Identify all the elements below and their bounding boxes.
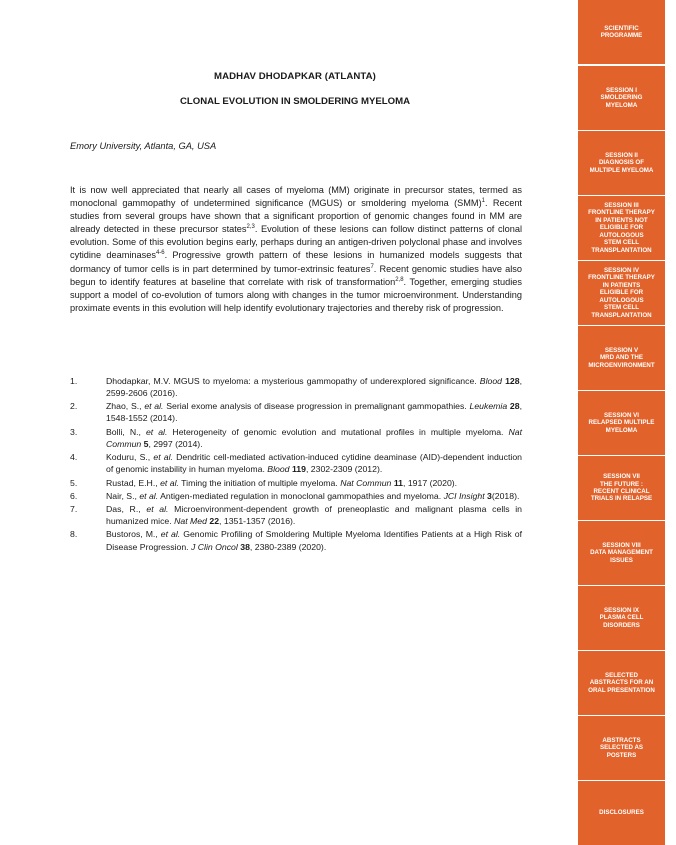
abstract-text: . Evolution of these lesions can follow distinct patterns of clonal evolution. Some of this evolution begins early, perhaps during an antigen-driven polyclonal phase and involves cytidine deaminases bbox=[70, 224, 522, 261]
reference-number: 3. bbox=[70, 426, 78, 437]
reference-segment: , 1351-1357 (2016). bbox=[219, 516, 296, 527]
reference-segment: Bolli, N., bbox=[106, 426, 146, 437]
journal-name: et al. bbox=[160, 529, 181, 540]
journal-name: Blood bbox=[267, 464, 290, 475]
volume-number: 22 bbox=[209, 516, 220, 527]
reference-number: 7. bbox=[70, 504, 78, 515]
reference-segment: Rustad, E.H., bbox=[106, 477, 161, 488]
nav-tab-session-v[interactable]: SESSION V MRD AND THE MICROENVIRONMENT bbox=[578, 326, 665, 390]
affiliation: Emory University, Atlanta, GA, USA bbox=[70, 141, 217, 151]
abstract-paragraph bbox=[70, 184, 522, 315]
reference-item bbox=[70, 503, 522, 527]
journal-name: et al. bbox=[146, 504, 169, 515]
abstract-text: It is now well appreciated that nearly all cases of myeloma (MM) originate in precursor states, termed as monoclonal gammopathy of undetermined significance (MGUS) or smoldering myeloma (SMM) bbox=[70, 185, 522, 209]
citation-superscript: 2,3 bbox=[246, 224, 255, 231]
reference-text bbox=[106, 477, 522, 489]
journal-name: et al. bbox=[153, 452, 173, 463]
sidebar-navigation bbox=[578, 0, 665, 836]
article-title: CLONAL EVOLUTION IN SMOLDERING MYELOMA bbox=[179, 96, 411, 107]
reference-segment: , 1548-1552 (2014). bbox=[106, 401, 522, 424]
nav-tab-session-ii[interactable]: SESSION II DIAGNOSIS OF MULTIPLE MYELOMA bbox=[578, 131, 665, 195]
journal-name: Nat Commun bbox=[340, 477, 392, 488]
journal-name: Blood bbox=[479, 376, 503, 386]
reference-item bbox=[70, 400, 522, 424]
abstract-text: . Recent genomic studies have also begun to identify features at baseline that correlate with risk of transformation bbox=[70, 263, 522, 287]
volume-number: 38 bbox=[240, 541, 250, 552]
reference-segment: Genomic Profiling of Smoldering Multiple Myeloma Identifies Patients at a High Risk of Disease Progression. bbox=[106, 529, 523, 552]
nav-tab-session-vii[interactable]: SESSION VII THE FUTURE : RECENT CLINICAL TRIALS IN RELAPSE bbox=[578, 456, 665, 520]
reference-segment: Koduru, S., bbox=[106, 452, 154, 463]
nav-tab-session-vi[interactable]: SESSION VI RELAPSED MULTIPLE MYELOMA bbox=[578, 391, 665, 455]
reference-text bbox=[106, 490, 522, 502]
reference-number: 1. bbox=[70, 376, 78, 386]
reference-item bbox=[70, 375, 522, 399]
journal-name: Leukemia bbox=[469, 401, 508, 412]
reference-segment: , 2380-2389 (2020). bbox=[249, 541, 327, 552]
nav-tab-session-ix[interactable]: SESSION IX PLASMA CELL DISORDERS bbox=[578, 586, 665, 650]
reference-number: 2. bbox=[70, 401, 78, 412]
nav-tab-disclosures[interactable]: DISCLOSURES bbox=[578, 781, 665, 845]
volume-number: 3 bbox=[487, 490, 492, 501]
reference-number: 4. bbox=[70, 452, 78, 463]
journal-name: Nat Med bbox=[174, 516, 207, 527]
volume-number: 5 bbox=[143, 438, 149, 449]
reference-segment: Zhao, S., bbox=[106, 401, 145, 412]
reference-segment: (2018). bbox=[491, 490, 520, 501]
reference-segment: Serial exome analysis of disease progression in premalignant gammopathies. bbox=[163, 401, 470, 412]
journal-name: et al. bbox=[145, 426, 168, 437]
references-list bbox=[70, 375, 522, 554]
journal-name: et al. bbox=[160, 477, 179, 488]
reference-segment: Das, R., bbox=[106, 504, 147, 515]
reference-text bbox=[106, 400, 522, 424]
reference-number: 6. bbox=[70, 490, 78, 501]
nav-tab-abstracts-posters[interactable]: ABSTRACTS SELECTED AS POSTERS bbox=[578, 716, 665, 780]
citation-superscript: 4-6 bbox=[155, 250, 165, 257]
reference-item bbox=[70, 490, 522, 502]
citation-superscript: 2,8 bbox=[395, 276, 404, 283]
citation-superscript: 7 bbox=[370, 263, 374, 270]
journal-name: Nat Commun bbox=[106, 426, 522, 449]
nav-tab-session-iii[interactable]: SESSION III FRONTLINE THERAPY IN PATIENTS NOT ELIGIBLE FOR AUTOLOGOUS STEM CELL TRANSPLANTATION bbox=[578, 196, 665, 260]
reference-segment: Antigen-mediated regulation in monoclonal gammopathies and myeloma. bbox=[158, 490, 444, 501]
reference-segment: Bustoros, M., bbox=[106, 529, 161, 540]
reference-item bbox=[70, 451, 522, 475]
reference-segment: Heterogeneity of genomic evolution and mutational profiles in multiple myeloma. bbox=[167, 426, 509, 437]
nav-tab-session-i[interactable]: SESSION I SMOLDERING MYELOMA bbox=[578, 66, 665, 130]
nav-tab-selected-abstracts-oral[interactable]: SELECTED ABSTRACTS FOR AN ORAL PRESENTATION bbox=[578, 651, 665, 715]
reference-number: 5. bbox=[70, 477, 78, 488]
volume-number: 128 bbox=[505, 376, 520, 386]
journal-name: et al. bbox=[144, 401, 164, 412]
reference-segment: , 2599-2606 (2016). bbox=[106, 376, 522, 399]
volume-number: 119 bbox=[291, 464, 306, 475]
reference-segment: , 2997 (2014). bbox=[148, 438, 203, 449]
reference-number: 8. bbox=[70, 529, 78, 540]
abstract-text: . Recent studies from several groups have shown that a significant proportion of genomic changes found in MM are already detected in these precursor states bbox=[70, 198, 522, 235]
abstract-text: . Together, emerging studies support a model of co-evolution of tumors along with changes in the tumor microenvironment. Understanding proximate events in this evolution will help identify evolutionary trajectories and thereby risk of progression. bbox=[70, 276, 522, 313]
volume-number: 11 bbox=[393, 477, 403, 488]
reference-text bbox=[106, 451, 522, 475]
journal-name: et al. bbox=[139, 490, 159, 501]
reference-segment: , 2302-2309 (2012). bbox=[305, 464, 383, 475]
reference-item bbox=[70, 426, 522, 450]
reference-segment: Dendritic cell-mediated activation-induced cytidine deaminase (AID)-dependent induction of genomic instability in human myeloma. bbox=[106, 452, 522, 475]
reference-text bbox=[106, 528, 522, 552]
reference-segment: Nair, S., bbox=[106, 490, 140, 501]
abstract-text: . Progressive growth pattern of these lesions in humanized models suggests that dormancy of tumor cells is in part determined by tumor-extrinsic features bbox=[70, 250, 522, 274]
reference-segment: Dhodapkar, M.V. MGUS to myeloma: a mysterious gammopathy of underexplored significance. bbox=[106, 376, 480, 386]
author-heading: MADHAV DHODAPKAR (ATLANTA) bbox=[214, 71, 376, 82]
volume-number: 28 bbox=[509, 401, 520, 412]
reference-segment: Timing the initiation of multiple myeloma. bbox=[178, 477, 341, 488]
reference-item bbox=[70, 477, 522, 489]
nav-tab-scientific-programme[interactable]: SCIENTIFIC PROGRAMME bbox=[578, 0, 665, 64]
nav-tab-session-viii[interactable]: SESSION VIII DATA MANAGEMENT ISSUES bbox=[578, 521, 665, 585]
reference-segment: , 1917 (2020). bbox=[403, 477, 458, 488]
reference-item bbox=[70, 528, 522, 552]
journal-name: J Clin Oncol bbox=[190, 541, 238, 552]
journal-name: JCI Insight bbox=[443, 490, 485, 501]
nav-tab-session-iv[interactable]: SESSION IV FRONTLINE THERAPY IN PATIENTS ELIGIBLE FOR AUTOLOGOUS STEM CELL TRANSPLANTATION bbox=[578, 261, 665, 325]
reference-text bbox=[106, 375, 522, 399]
reference-text bbox=[106, 426, 522, 450]
citation-superscript: 1 bbox=[481, 198, 485, 205]
reference-segment: Microenvironment-dependent growth of preneoplastic and malignant plasma cells in humanized mice. bbox=[106, 504, 523, 527]
reference-text bbox=[106, 503, 522, 527]
